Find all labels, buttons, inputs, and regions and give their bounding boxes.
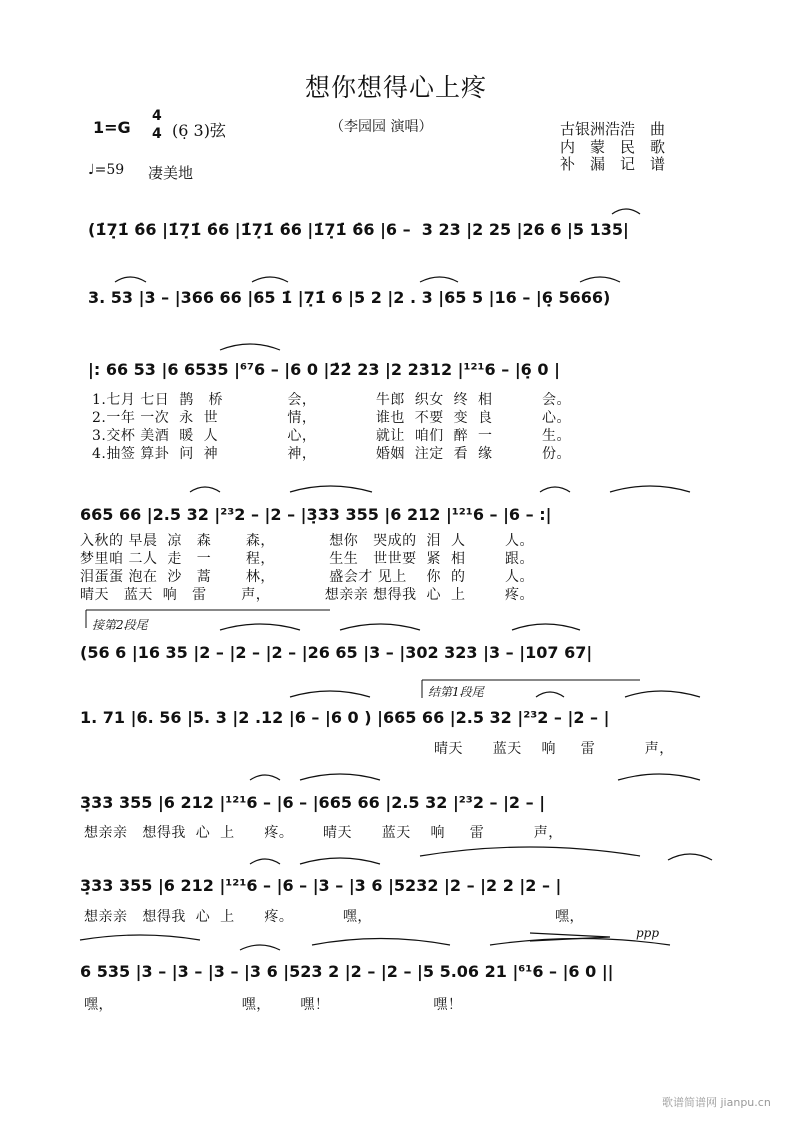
- notation-row-4: 665 66 |2.5 32 |²³2 – |2 – |3̣33 355 |6 212 |¹²¹6 – |6 – :|: [80, 505, 552, 524]
- lyric-row-8: 想亲亲 想得我 心 上 疼。 嘿， 嘿，: [84, 909, 585, 925]
- tie-mark: [618, 774, 700, 780]
- jump-label-1st-ending: 结第1段尾: [428, 685, 484, 699]
- tie-mark: [300, 858, 380, 864]
- performer-credit: （李园园 演唱）: [330, 119, 433, 135]
- string-tuning: (6̣ 3)弦: [172, 121, 226, 140]
- tie-mark: [420, 847, 640, 856]
- tie-mark: [512, 624, 580, 630]
- tie-mark: [536, 692, 564, 697]
- verse2-line-3: 泪蛋蛋 泡在 沙 蒿 林， 盛会才 见上 你 的 人。: [80, 569, 535, 585]
- tie-mark: [252, 277, 288, 282]
- tie-mark: [668, 854, 712, 860]
- tie-mark: [312, 939, 450, 946]
- jump-label-2nd-ending: 接第2段尾: [92, 618, 148, 632]
- notation-row-7: 3̣33 355 |6 212 |¹²¹6 – |6 – |665 66 |2.5 32 |²³2 – |2 – |: [80, 793, 546, 812]
- tie-mark: [220, 344, 280, 350]
- tie-mark: [190, 487, 220, 492]
- verse-line-3: 3.交杯 美酒 暖 人 心， 就让 咱们 醉 一 生。: [92, 428, 572, 444]
- notation-row-2: 3. 53 |3 – |366 66 |65 1̇ |7̣1̇ 6 |5 2 |2 . 3 |65 5 |16 – |6̣ 5666): [88, 288, 611, 307]
- tie-mark: [610, 486, 690, 492]
- page-title: 想你想得心上疼: [304, 73, 487, 102]
- notation-row-6: 1. 71 |6. 56 |5. 3 |2 .12 |6 – |6 0 ) |665 66 |2.5 32 |²³2 – |2 – |: [80, 708, 610, 727]
- dynamic-marking: ppp: [636, 926, 660, 940]
- tie-mark: [300, 774, 380, 780]
- notation-row-5: (56 6 |16 35 |2 – |2 – |2 – |26 65 |3 – |302 323 |3 – |107 67|: [80, 643, 593, 662]
- jump-bracket-2: [422, 680, 640, 698]
- tie-mark: [580, 277, 620, 282]
- transcriber-credit: 补 漏 记 谱: [560, 155, 666, 173]
- tie-mark: [340, 624, 420, 630]
- lyric-row-9: 嘿， 嘿， 嘿！ 嘿！: [84, 997, 463, 1013]
- time-signature-denominator: 4: [152, 126, 162, 142]
- lyric-row-7: 想亲亲 想得我 心 上 疼。 晴天 蓝天 响 雷 声，: [84, 825, 563, 841]
- watermark: 歌谱简谱网 jianpu.cn: [662, 1096, 771, 1109]
- notation-row-8: 3̣33 355 |6 212 |¹²¹6 – |6 – |3 – |3 6 |5232 |2 – |2 2 |2 – |: [80, 876, 562, 895]
- notation-row-1: (1̇7̣1̇ 6̇6 |1̇7̣1̇ 6̇6 |1̇7̣1̇ 6̇6 |1̇7̣1̇ 6̇6 |6 – 3 23 |2 25 |26 6 |5 135|: [88, 220, 629, 239]
- decrescendo-mark: [530, 933, 610, 941]
- tempo-marking: ♩=59: [88, 162, 125, 178]
- tie-mark: [80, 935, 200, 940]
- tie-mark: [220, 624, 300, 630]
- lyricist-credit: 内 蒙 民 歌: [560, 138, 666, 156]
- tie-mark: [612, 209, 640, 214]
- tie-mark: [490, 939, 670, 946]
- tie-mark: [540, 487, 570, 492]
- tie-mark: [250, 775, 280, 780]
- verse-line-2: 2.一年 一次 永 世 情， 谁也 不要 变 良 心。: [92, 410, 572, 426]
- tie-mark: [115, 277, 146, 282]
- verse-line-4: 4.抽签 算卦 问 神 神， 婚姻 注定 看 缘 份。: [92, 446, 572, 462]
- tie-mark: [290, 486, 372, 492]
- verse2-line-1: 入秋的 早晨 凉 森 森， 想你 哭成的 泪 人 人。: [80, 533, 535, 549]
- notation-row-3: |: 66 53 |6 6535 |⁶⁷6 – |6 0 |2̇2̇ 23 |2 2312 |¹²¹6 – |6̣ 0 |: [88, 360, 560, 379]
- tie-mark: [290, 691, 370, 697]
- jump-bracket-1: [86, 610, 330, 628]
- expression-marking: 凄美地: [148, 164, 194, 182]
- notation-row-9: 6 535 |3 – |3 – |3 – |3 6 |523 2 |2 – |2 – |5 5.06 21 |⁶¹6 – |6 0 ||: [80, 962, 614, 981]
- verse2-line-4: 晴天 蓝天 响 雷 声， 想亲亲 想得我 心 上 疼。: [80, 587, 535, 603]
- tie-mark: [420, 277, 458, 282]
- tie-mark: [240, 945, 280, 950]
- key-signature: 1=G: [93, 118, 131, 137]
- tie-mark: [250, 859, 280, 864]
- lyric-row-6: 晴天 蓝天 响 雷 声，: [434, 741, 674, 757]
- verse2-line-2: 梦里咱 二人 走 一 程， 生生 世世要 紧 相 跟。: [80, 551, 535, 567]
- composer-credit: 古银洲浩浩 曲: [560, 120, 666, 138]
- verse-line-1: 1.七月 七日 鹊 桥 会， 牛郎 织女 终 相 会。: [92, 392, 572, 408]
- tie-mark: [625, 691, 700, 697]
- time-signature-numerator: 4: [152, 108, 162, 124]
